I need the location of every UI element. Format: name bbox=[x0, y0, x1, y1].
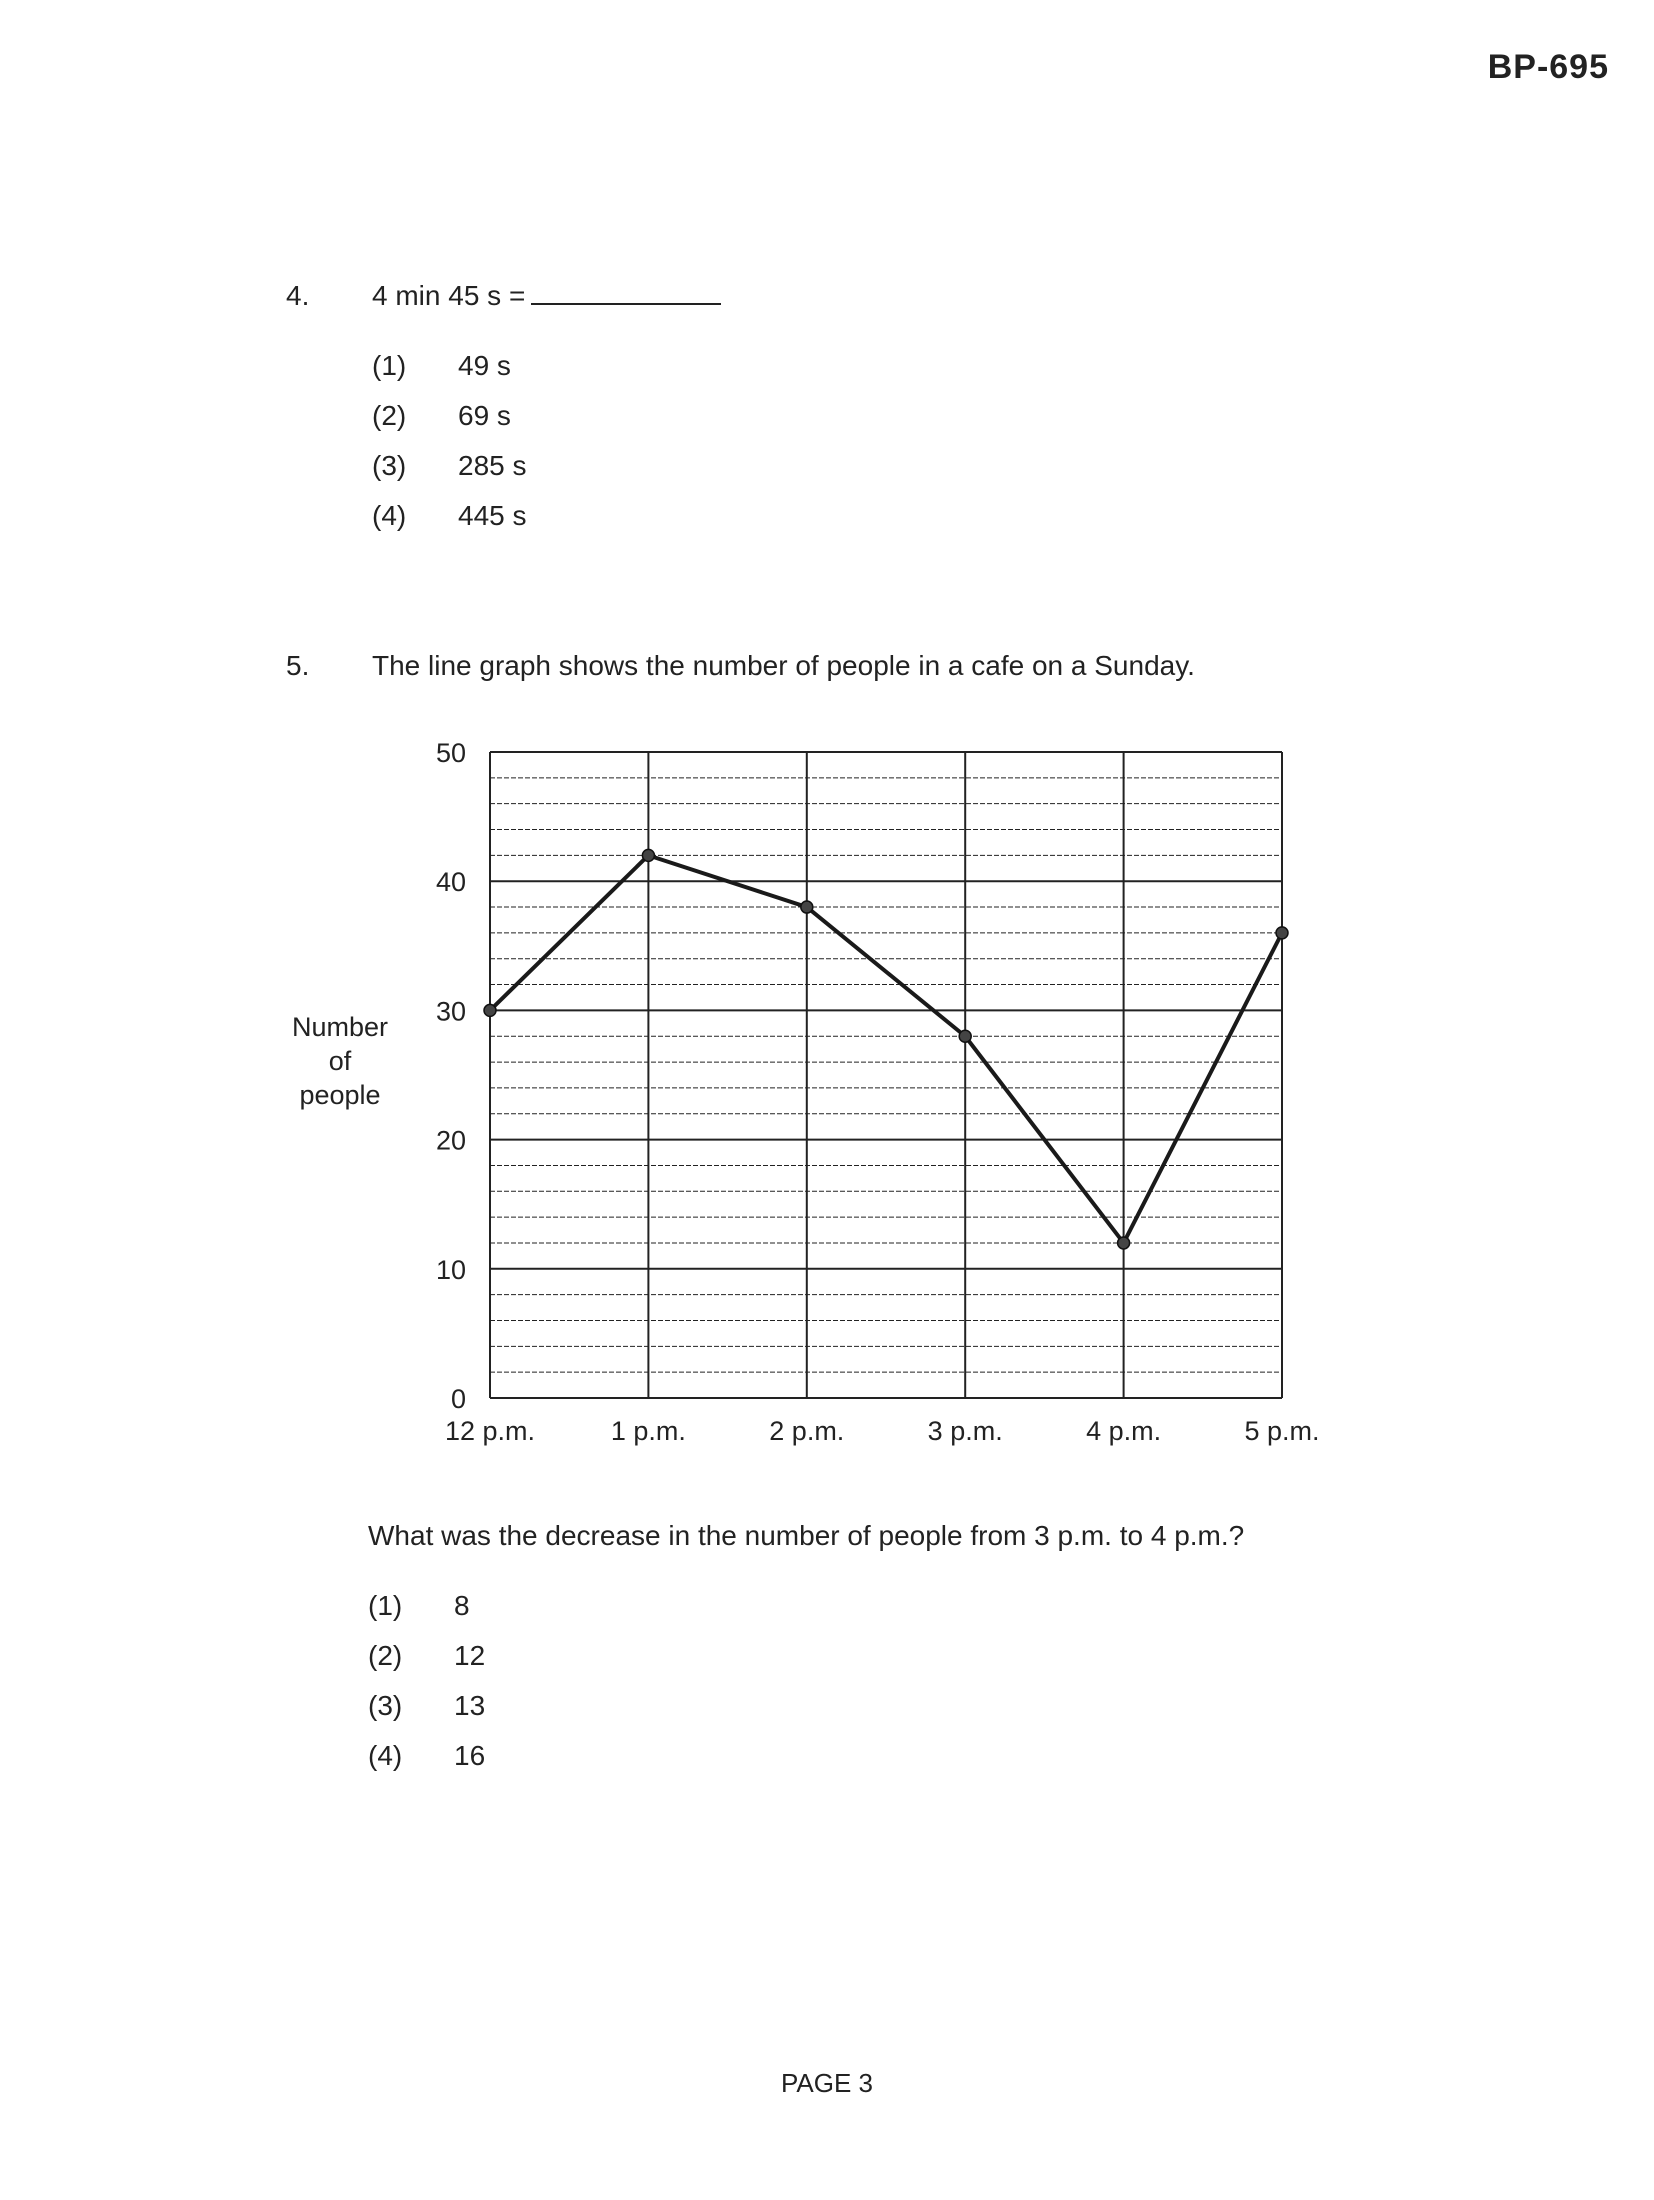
question-4-option-1: (1) 49 s bbox=[372, 350, 511, 381]
x-tick-label: 5 p.m. bbox=[1244, 1416, 1320, 1446]
question-5-option-1: (1) 8 bbox=[368, 1590, 470, 1621]
document-code: BP-695 bbox=[1487, 48, 1609, 86]
y-tick-label: 50 bbox=[435, 738, 466, 768]
question-5-intro: The line graph shows the number of people in a cafe on a Sunday. bbox=[372, 650, 1195, 681]
data-point bbox=[1276, 927, 1288, 939]
x-tick-label: 12 p.m. bbox=[444, 1416, 536, 1446]
question-4-option-4: (4) 445 s bbox=[372, 500, 527, 531]
question-5-option-4: (4) 16 bbox=[368, 1740, 486, 1771]
y-tick-label: 10 bbox=[435, 1254, 466, 1285]
chart-y-axis-label: Number of people bbox=[291, 1012, 389, 1110]
y-tick-label: 20 bbox=[435, 1125, 466, 1156]
x-tick-label: 3 p.m. bbox=[927, 1416, 1003, 1446]
question-5-text: What was the decrease in the number of people from 3 p.m. to 4 p.m.? bbox=[368, 1520, 1245, 1551]
y-tick-label: 0 bbox=[450, 1384, 466, 1414]
x-tick-label: 1 p.m. bbox=[610, 1416, 686, 1446]
data-point bbox=[1118, 1237, 1130, 1249]
question-4-option-2: (2) 69 s bbox=[372, 400, 511, 431]
page-number: PAGE 3 bbox=[780, 2068, 873, 2098]
x-tick-label: 4 p.m. bbox=[1086, 1416, 1162, 1446]
y-tick-label: 40 bbox=[435, 867, 466, 898]
question-4-number: 4. bbox=[286, 280, 310, 311]
y-tick-label: 30 bbox=[435, 996, 466, 1027]
question-4-stem-text: 4 min 45 s = bbox=[372, 280, 526, 311]
x-tick-label: 2 p.m. bbox=[769, 1416, 845, 1446]
data-point bbox=[484, 1004, 496, 1016]
question-5-option-2: (2) 12 bbox=[368, 1640, 486, 1671]
series-line bbox=[490, 855, 1282, 1243]
data-point bbox=[801, 901, 813, 913]
question-5-option-3: (3) 13 bbox=[368, 1690, 486, 1721]
question-5-number: 5. bbox=[286, 650, 310, 681]
data-point bbox=[642, 849, 654, 861]
question-4-option-3: (3) 285 s bbox=[372, 450, 527, 481]
data-point bbox=[959, 1030, 971, 1042]
